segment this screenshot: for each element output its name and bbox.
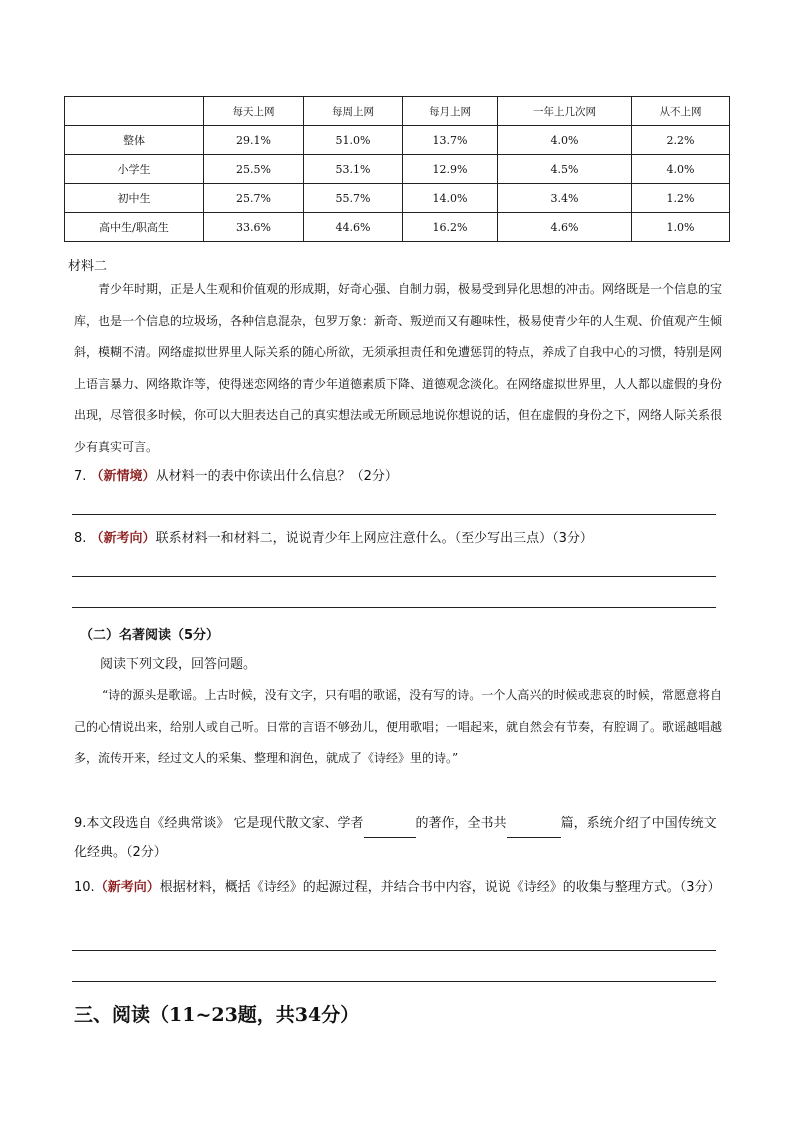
table-cell: 4.0%	[632, 155, 730, 184]
question-9	[74, 809, 724, 867]
question-text: 联系材料一和材料二，说说青少年上网应注意什么。（至少写出三点）（3分）	[155, 531, 593, 546]
table-cell: 3.4%	[498, 184, 632, 213]
question-number: 7.	[74, 469, 87, 484]
table-cell: 55.7%	[304, 184, 403, 213]
table-cell: 12.9%	[403, 155, 498, 184]
table-cell: 4.0%	[498, 126, 632, 155]
section-2-title: （二）名著阅读（5分）	[80, 628, 220, 643]
table-header-cell: 每周上网	[304, 97, 403, 126]
table-cell: 33.6%	[204, 213, 304, 242]
section-3-title: 三、阅读（11~23题，共34分）	[74, 1004, 360, 1026]
table-cell: 53.1%	[304, 155, 403, 184]
table-header-cell: 每月上网	[403, 97, 498, 126]
table-cell: 小学生	[65, 155, 204, 184]
table-cell: 44.6%	[304, 213, 403, 242]
question-tag: （新考向）	[94, 880, 160, 895]
question-7	[74, 466, 724, 488]
question-text: 的著作，全书共	[415, 816, 507, 831]
question-10	[74, 873, 724, 902]
table-header-cell: 从不上网	[632, 97, 730, 126]
table-cell: 16.2%	[403, 213, 498, 242]
question-tag: （新情境）	[90, 469, 156, 484]
table-header-cell: 一年上几次网	[498, 97, 632, 126]
internet-usage-table	[64, 96, 730, 242]
reading-instruction: 阅读下列文段，回答问题。	[100, 657, 257, 672]
table-cell: 高中生/职高生	[65, 213, 204, 242]
material-two-label: 材料二	[68, 259, 108, 274]
answer-line[interactable]	[72, 514, 716, 515]
question-text: 从材料一的表中你读出什么信息？（2分）	[155, 469, 398, 484]
table-cell: 1.0%	[632, 213, 730, 242]
table-header-cell: 每天上网	[204, 97, 304, 126]
table-cell: 1.2%	[632, 184, 730, 213]
table-cell: 初中生	[65, 184, 204, 213]
answer-line[interactable]	[72, 576, 716, 577]
question-tag: （新考向）	[90, 531, 156, 546]
table-cell: 4.5%	[498, 155, 632, 184]
table-row	[65, 126, 730, 155]
table-header-row	[65, 97, 730, 126]
table-cell: 51.0%	[304, 126, 403, 155]
table-cell: 29.1%	[204, 126, 304, 155]
question-number: 10.	[74, 880, 95, 895]
table-cell: 25.7%	[204, 184, 304, 213]
question-8	[74, 528, 724, 550]
answer-line[interactable]	[72, 950, 716, 951]
author-blank[interactable]	[364, 821, 416, 838]
question-text: 根据材料，概括《诗经》的起源过程，并结合书中内容，说说《诗经》的收集与整理方式。（3分）	[159, 880, 721, 895]
table-cell: 25.5%	[204, 155, 304, 184]
table-cell: 14.0%	[403, 184, 498, 213]
question-text: 9.本文段选自《经典常谈》 它是现代散文家、学者	[74, 816, 364, 831]
table-row	[65, 155, 730, 184]
answer-line[interactable]	[72, 607, 716, 608]
table-row	[65, 213, 730, 242]
question-number: 8.	[74, 531, 87, 546]
chapter-count-blank[interactable]	[507, 821, 561, 838]
material-two-passage: 青少年时期，正是人生观和价值观的形成期，好奇心强、自制力弱，极易受到异化思想的冲击。网络既是一个信息的宝库，也是一个信息的垃圾场，各种信息混杂，包罗万象：新奇、叛逆而又有趣味性，极易使青少年的人生观、价值观产生倾斜，模糊不清。网络虚拟世界里人际关系的随心所欲，无须承担责任和免遭惩罚的特点，养成了自我中心的习惯，特别是网上语言暴力、网络欺诈等，使得迷恋网络的青少年道德素质下降、道德观念淡化。在网络虚拟世界里，人人都以虚假的身份出现，尽管很多时候，你可以大胆表达自己的真实想法或无所顾忌地说你想说的话，但在虚假的身份之下，网络人际关系很少有真实可言。	[74, 282, 723, 454]
table-cell: 13.7%	[403, 126, 498, 155]
table-header-cell	[65, 97, 204, 126]
table-cell: 4.6%	[498, 213, 632, 242]
question-text: 篇，系统介绍了中国传统文化经典。（2分）	[74, 816, 717, 860]
quoted-passage: “诗的源头是歌谣。上古时候，没有文字，只有唱的歌谣，没有写的诗。一个人高兴的时候或悲哀的时候，常愿意将自己的心情说出来，给别人或自己听。日常的言语不够劲儿，便用歌唱；一唱起来，就自然会有节奏，有腔调了。歌谣越唱越多，流传开来，经过文人的采集、整理和润色，就成了《诗经》里的诗。”	[74, 688, 723, 765]
answer-line[interactable]	[72, 981, 716, 982]
table-cell: 2.2%	[632, 126, 730, 155]
table-cell: 整体	[65, 126, 204, 155]
table-row	[65, 184, 730, 213]
